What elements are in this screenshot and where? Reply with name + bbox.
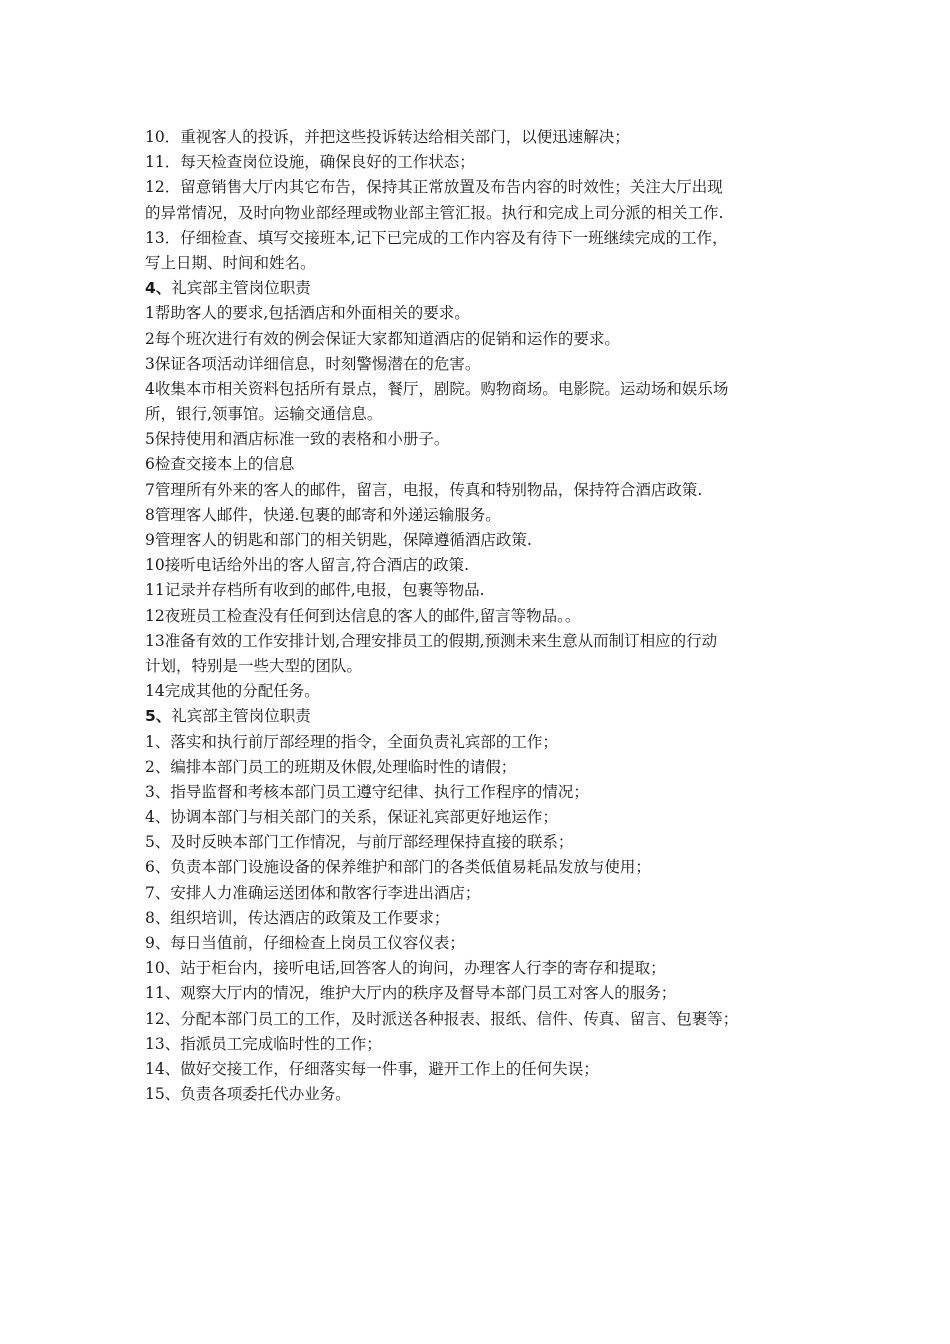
list-item: 1帮助客人的要求,包括酒店和外面相关的要求。 <box>145 304 470 323</box>
list-item: 9、每日当值前，仔细检查上岗员工仪容仪表； <box>145 934 465 952</box>
list-item: 8、组织培训，传达酒店的政策及工作要求； <box>145 908 450 927</box>
section-number: 5、 <box>145 707 172 726</box>
text-line: 12．留意销售大厅内其它布告，保持其正常放置及布告内容的时效性；关注大厅出现 <box>145 178 723 197</box>
list-item: 7、安排人力准确运送团体和散客行李进出酒店； <box>145 883 481 902</box>
list-item: 8管理客人邮件，快递.包裹的邮寄和外递运输服务。 <box>145 505 501 524</box>
list-item: 12夜班员工检查没有任何到达信息的客人的邮件,留言等物品。。 <box>145 606 581 625</box>
section-4 <box>145 276 813 704</box>
text-line: 10．重视客人的投诉，并把这些投诉转达给相关部门，以便迅速解决； <box>145 128 630 146</box>
list-item: 6检查交接本上的信息 <box>145 455 295 474</box>
section-number: 4、 <box>145 279 172 298</box>
list-item: 14、做好交接工作，仔细落实每一件事，避开工作上的任何失误； <box>145 1059 599 1078</box>
list-item: 14完成其他的分配任务。 <box>145 682 320 701</box>
list-item: 7管理所有外来的客人的邮件，留言，电报，传真和特别物品，保持符合酒店政策. <box>145 480 703 499</box>
list-item: 10、站于柜台内，接听电话,回答客人的询问，办理客人行李的寄存和提取； <box>145 959 666 978</box>
list-item: 2每个班次进行有效的例会保证大家都知道酒店的促销和运作的要求。 <box>145 329 620 348</box>
list-item: 11、观察大厅内的情况，维护大厅内的秩序及督导本部门员工对客人的服务； <box>145 984 677 1003</box>
list-item: 13、指派员工完成临时性的工作； <box>145 1034 382 1053</box>
list-item: 5、及时反映本部门工作情况，与前厅部经理保持直接的联系； <box>145 833 574 852</box>
list-item: 2、编排本部门员工的班期及休假,处理临时性的请假； <box>145 757 517 776</box>
list-item: 1、落实和执行前厅部经理的指令，全面负责礼宾部的工作； <box>145 732 558 751</box>
list-item: 4、协调本部门与相关部门的关系，保证礼宾部更好地运作； <box>145 808 558 827</box>
section-title: 礼宾部主管岗位职责 <box>171 279 311 298</box>
text-line: 写上日期、时间和姓名。 <box>145 253 316 272</box>
section-5 <box>145 704 813 1107</box>
list-item: 5保持使用和酒店标准一致的表格和小册子。 <box>145 430 450 449</box>
list-item: 11记录并存档所有收到的邮件,电报，包裹等物品. <box>145 581 485 600</box>
list-item: 10接听电话给外出的客人留言,符合酒店的政策. <box>145 556 470 575</box>
document-page <box>145 125 813 1107</box>
list-item: 6、负责本部门设施设备的保养维护和部门的各类低值易耗品发放与使用； <box>145 858 651 877</box>
list-item: 计划，特别是一些大型的团队。 <box>145 656 363 675</box>
list-item: 4收集本市相关资料包括所有景点，餐厅，剧院。购物商场。电影院。运动场和娱乐场 <box>145 379 729 398</box>
list-item: 15、负责各项委托代办业务。 <box>145 1085 351 1104</box>
text-line: 13．仔细检查、填写交接班本,记下已完成的工作内容及有待下一班继续完成的工作， <box>145 228 728 247</box>
list-item: 12、分配本部门员工的工作，及时派送各种报表、报纸、信件、传真、留言、包裹等； <box>145 1009 739 1028</box>
section-heading <box>145 704 813 729</box>
list-item: 3、指导监督和考核本部门员工遵守纪律、执行工作程序的情况； <box>145 782 589 801</box>
list-item: 3保证各项活动详细信息，时刻警惕潜在的危害。 <box>145 354 481 373</box>
section-title: 礼宾部主管岗位职责 <box>171 707 311 726</box>
list-item: 所，银行,领事馆。运输交通信息。 <box>145 405 383 424</box>
text-line: 的异常情况，及时向物业部经理或物业部主管汇报。执行和完成上司分派的相关工作. <box>145 203 724 222</box>
section-3-continuation <box>145 125 813 276</box>
text-line: 11．每天检查岗位设施，确保良好的工作状态； <box>145 153 475 172</box>
section-heading <box>145 276 813 301</box>
list-item: 13准备有效的工作安排计划,合理安排员工的假期,预测未来生意从而制订相应的行动 <box>145 631 718 650</box>
list-item: 9管理客人的钥匙和部门的相关钥匙，保障遵循酒店政策. <box>145 531 532 549</box>
